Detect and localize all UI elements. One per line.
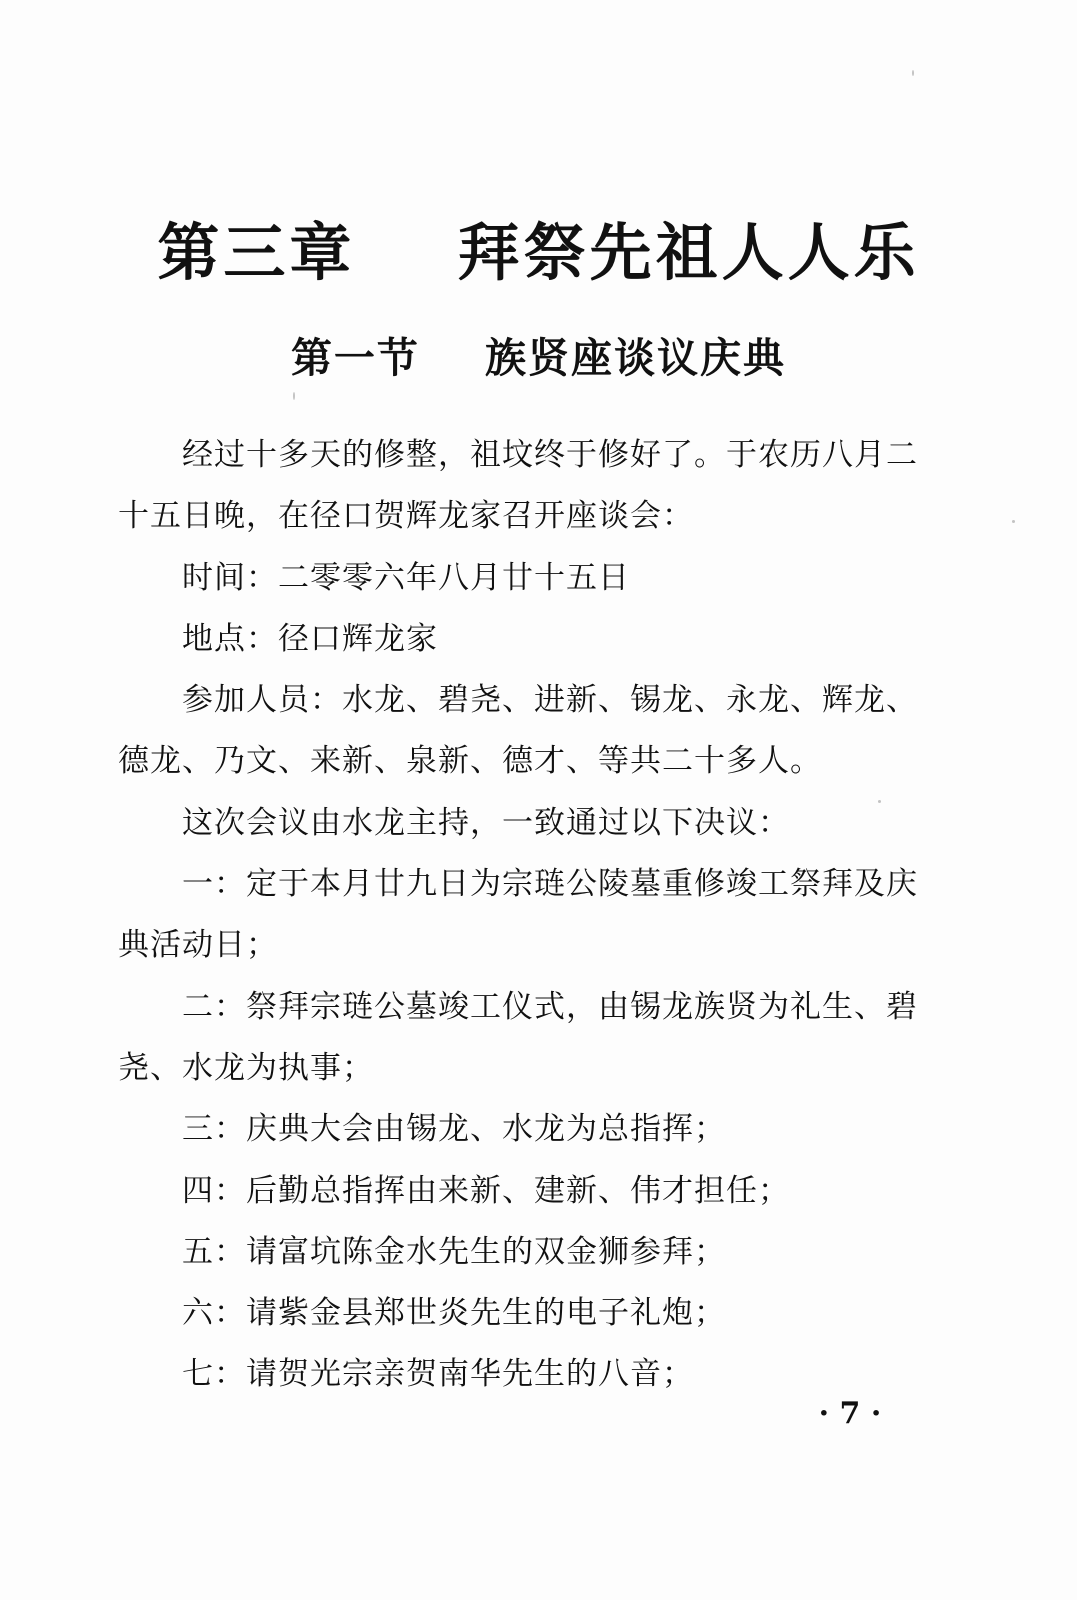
paragraph-attendees: 参加人员：水龙、碧尧、进新、锡龙、永龙、辉龙、德龙、乃文、来新、泉新、德才、等共二十多人。 (118, 682, 918, 780)
paragraph-resolution-4: 四：后勤总指挥由来新、建新、伟才担任； (182, 1172, 790, 1209)
paragraph-resolution-2: 二：祭拜宗琏公墓竣工仪式，由锡龙族贤为礼生、碧尧、水龙为执事； (118, 988, 918, 1086)
scan-speck (293, 392, 295, 400)
section-title: 第一节 族贤座谈议庆典 (290, 334, 787, 382)
paragraph-resolution-3: 三：庆典大会由锡龙、水龙为总指挥； (182, 1111, 726, 1148)
scan-speck (878, 800, 881, 803)
body-text (118, 425, 928, 1406)
paragraph-resolution-1: 一：定于本月廿九日为宗琏公陵墓重修竣工祭拜及庆典活动日； (118, 866, 918, 964)
scan-speck (1012, 520, 1015, 523)
page-number: · 7 · (818, 1396, 882, 1431)
paragraph-location: 地点：径口辉龙家 (182, 620, 438, 657)
paragraph-resolution-7: 七：请贺光宗亲贺南华先生的八音； (182, 1356, 694, 1393)
paragraph-resolution-5: 五：请富坑陈金水先生的双金狮参拜； (182, 1233, 726, 1270)
scan-speck (912, 70, 914, 76)
paragraph-resolution-intro: 这次会议由水龙主持，一致通过以下决议： (182, 804, 790, 841)
paragraph-resolution-6: 六：请紫金县郑世炎先生的电子礼炮； (182, 1295, 726, 1332)
chapter-title: 第三章 拜祭先祖人人乐 (157, 216, 920, 289)
paragraph-time: 时间：二零零六年八月廿十五日 (182, 559, 630, 596)
paragraph-intro: 经过十多天的修整，祖坟终于修好了。于农历八月二十五日晚，在径口贺辉龙家召开座谈会： (118, 437, 918, 535)
